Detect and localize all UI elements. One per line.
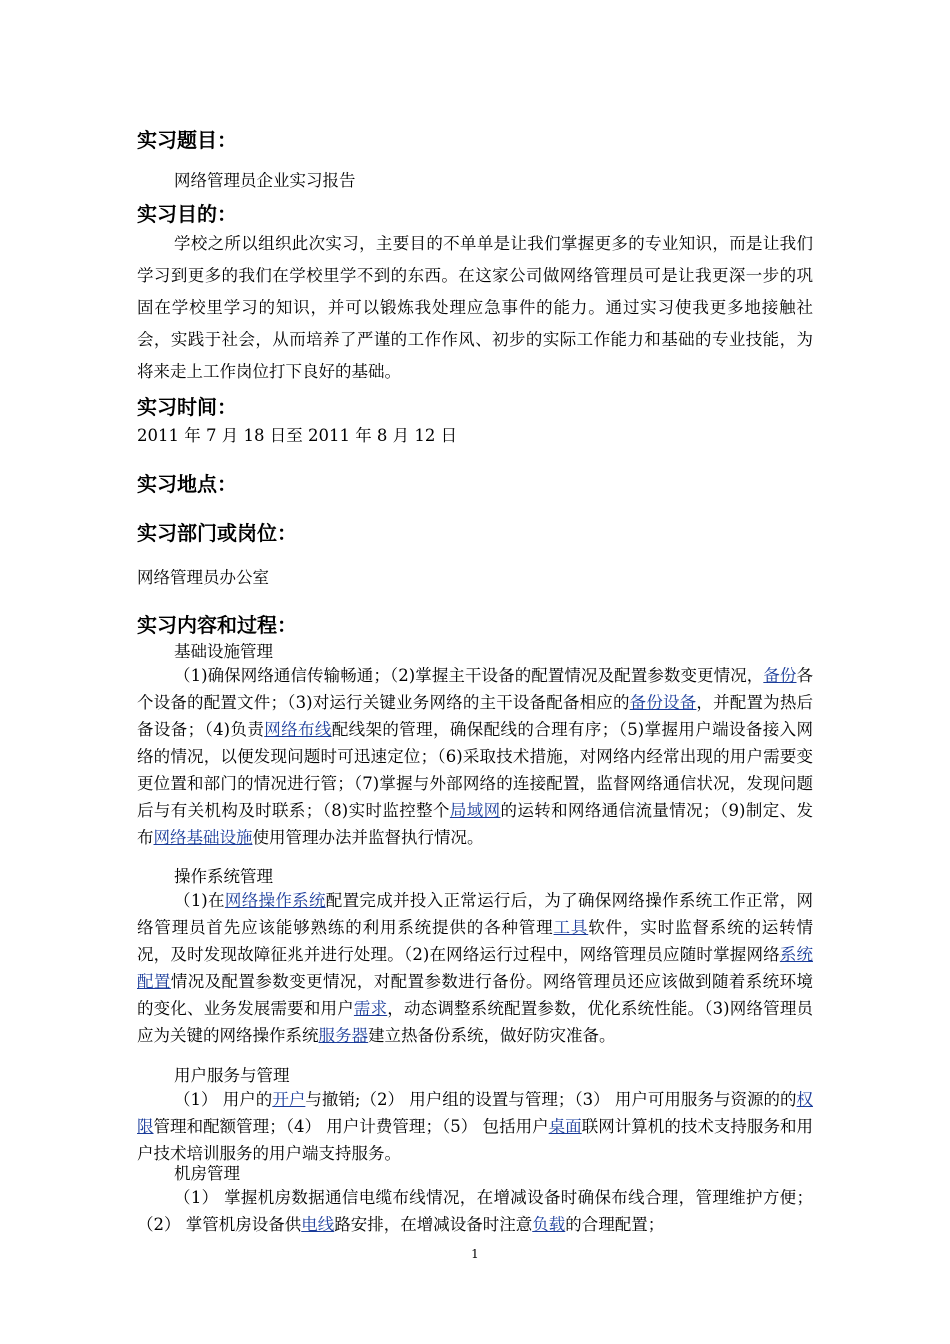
text-run: 使用管理办法并监督执行情况。 — [252, 828, 484, 847]
section-user-service-title: 用户服务与管理 — [174, 1066, 290, 1085]
text-run: 配线架的管理，确保配线的合理有序；（5)掌握用户端设备接入网络的情况，以便发现问题时可迅速定位；（6)采取技术措施，对网络内经常出现的用户需要变更位置和部门的情况进行管；（7)掌握与外部网络的连接配置，监督网络通信状况，发现问题后与有关机构及时联系；（8)实时监控整个 — [137, 720, 814, 820]
link-network-infrastructure[interactable]: 网络基础设施 — [153, 828, 253, 847]
link-network-cabling[interactable]: 网络布线 — [264, 720, 332, 739]
heading-purpose: 实习目的： — [137, 202, 237, 226]
section-machine-room-title: 机房管理 — [174, 1164, 240, 1183]
text-run: 的合理配置； — [565, 1215, 665, 1234]
text-run: 建立热备份系统，做好防灾准备。 — [368, 1026, 616, 1045]
heading-title: 实习题目： — [137, 128, 237, 152]
text-run: 联网计算机的技术支持服务和用户技术培训服务的用户端支持服务。 — [137, 1117, 814, 1163]
text-run: 与撤销;（2） 用户组的设置与管理；（3） 用户可用服务与资源的的 — [305, 1090, 797, 1109]
section-os-title: 操作系统管理 — [174, 867, 273, 886]
link-desktop[interactable]: 桌面 — [548, 1117, 582, 1136]
text-run: 的运转和网络通信流量情况；（9)制定、发布 — [137, 801, 814, 847]
link-backup-device[interactable]: 备份设备 — [629, 693, 697, 712]
text-run: ，动态调整系统配置参数，优化系统性能。（3)网络管理员应为关键的网络操作系统 — [137, 999, 814, 1045]
link-power-line[interactable]: 电线 — [301, 1215, 335, 1234]
section-os-paragraph — [137, 887, 813, 1049]
heading-place: 实习地点： — [137, 472, 237, 496]
text-run: 配置完成并投入正常运行后，为了确保网络操作系统工作正常，网络管理员首先应该能够熟练的利用系统提供的各种管理 — [137, 891, 813, 937]
heading-dept: 实习部门或岗位： — [137, 521, 297, 545]
page-number: 1 — [471, 1247, 479, 1261]
link-requirements[interactable]: 需求 — [353, 999, 388, 1018]
link-server[interactable]: 服务器 — [318, 1026, 368, 1045]
heading-time: 实习时间： — [137, 395, 237, 419]
purpose-paragraph — [137, 228, 813, 388]
section-infrastructure-paragraph — [137, 662, 813, 851]
dept-text: 网络管理员办公室 — [137, 568, 269, 587]
text-run: 情况及配置参数变更情况，对配置参数进行备份。网络管理员还应该做到随着系统环境的变化、业务发展需要和用户 — [137, 972, 814, 1018]
section-user-service-paragraph — [137, 1086, 813, 1167]
text-run: 管理和配额管理；（4） 用户计费管理；（5） 包括用户 — [153, 1117, 549, 1136]
link-lan[interactable]: 局域网 — [449, 801, 501, 820]
link-account-open[interactable]: 开户 — [272, 1090, 306, 1109]
link-load[interactable]: 负载 — [532, 1215, 566, 1234]
heading-content: 实习内容和过程： — [137, 613, 297, 637]
text-run: （1） 用户的 — [174, 1090, 273, 1109]
link-system-config[interactable]: 系统配置 — [137, 945, 814, 991]
link-network-os[interactable]: 网络操作系统 — [224, 891, 326, 910]
time-text: 2011 年 7 月 18 日至 2011 年 8 月 12 日 — [137, 426, 458, 445]
link-permissions[interactable]: 权限 — [137, 1090, 814, 1136]
link-backup[interactable]: 备份 — [763, 666, 797, 685]
text-run: （1)确保网络通信传输畅通；（2)掌握主干设备的配置情况及配置参数变更情况， — [174, 666, 764, 685]
text-run: （1)在 — [174, 891, 225, 910]
section-machine-room-paragraph — [137, 1184, 813, 1238]
link-tools[interactable]: 工具 — [553, 918, 589, 937]
text-run: 各个设备的配置文件；（3)对运行关键业务网络的主干设备配备相应的 — [137, 666, 813, 712]
text-run: ，并配置为热后备设备；（4)负责 — [137, 693, 814, 739]
text-run: 软件，实时监督系统的运转情况，及时发现故障征兆并进行处理。（2)在网络运行过程中，网络管理员应随时掌握网络 — [137, 918, 814, 964]
section-infrastructure-title: 基础设施管理 — [174, 642, 273, 661]
text-run: （1） 掌握机房数据通信电缆布线情况，在增减设备时确保布线合理，管理维护方便；（2） 掌管机房设备供 — [137, 1188, 813, 1234]
text-run: 路安排，在增减设备时注意 — [334, 1215, 533, 1234]
title-text: 网络管理员企业实习报告 — [174, 171, 356, 190]
purpose-text: 学校之所以组织此次实习，主要目的不单单是让我们掌握更多的专业知识，而是让我们学习到更多的我们在学校里学不到的东西。在这家公司做网络管理员可是让我更深一步的巩固在学校里学习的知识，并可以锻炼我处理应急事件的能力。通过实习使我更多地接触社会，实践于社会，从而培养了严谨的工作作风、初步的实际工作能力和基础的专业技能，为将来走上工作岗位打下良好的基础。 — [137, 234, 813, 381]
